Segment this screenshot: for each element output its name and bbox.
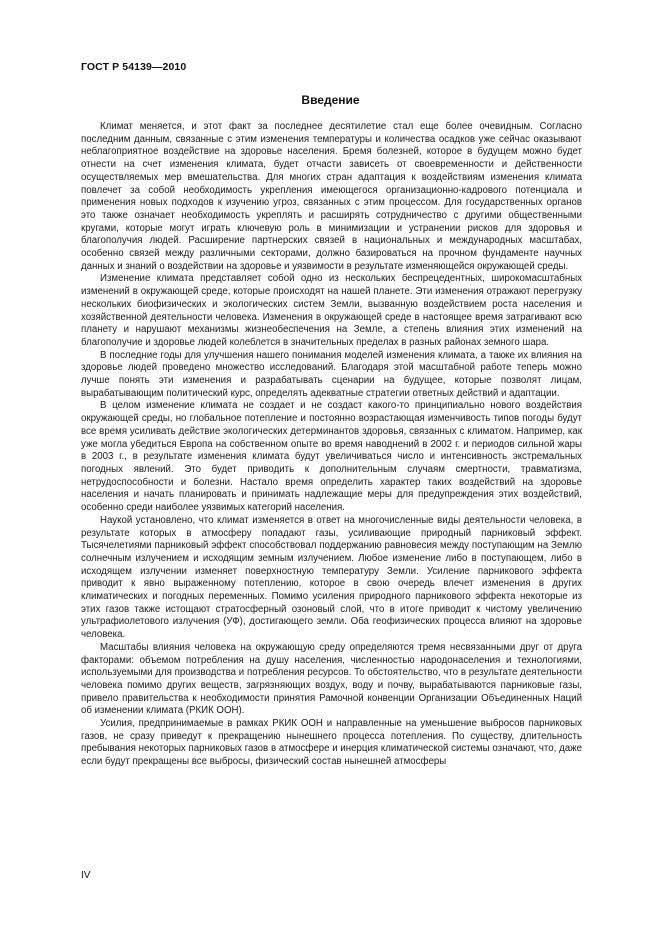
paragraph: Масштабы влияния человека на окружающую среду определяются тремя несвязанными друг от друга факторами: объемом потребления на душу населения, численностью народонаселения и технологиями, используемыми для производства и потребления ресурсов. То обстоятельство, что в результате деятельности человека помимо других веществ, загрязняющих воздух, воду и почву, вырабатываются парниковые газы, привело правительства к необходимости принятия Рамочной конвенции Организации Объединенных Наций об изменении климата (РКИК ООН). [81, 641, 582, 717]
standard-designation: ГОСТ Р 54139—2010 [81, 61, 187, 73]
paragraph: В целом изменение климата не создает и не создаст какого-то принципиально нового воздействия окружающей среды, но глобальное потепление и постоянно возрастающая изменчивость типов погоды будут все время усиливать действие экологических детерминантов здоровья, связанных с климатом. Например, как уже могла убедиться Европа на собственном опыте во время наводнений в 2002 г. и периодов сильной жары в 2003 г., в результате изменения климата будут увеличиваться число и интенсивность экстремальных погодных явлений. Это будет приводить к дополнительным случаям смертности, травматизма, нетрудоспособности и болезни. Настало время определить характер таких воздействий на здоровье населения и начать планировать и принимать надлежащие меры для предупреждения этих воздействий, особенно среди наиболее уязвимых категорий населения. [81, 400, 582, 514]
paragraph: В последние годы для улучшения нашего понимания моделей изменения климата, а также их влияния на здоровье людей проведено множество исследований. Благодаря этой масштабной работе теперь можно лучше понять эти изменения и разрабатывать сценарии на будущее, которые позволят лицам, вырабатывающим политический курс, определять адекватные стратегии ответных действий и адаптации. [81, 349, 582, 399]
page-number: IV [81, 870, 91, 881]
paragraph: Усилия, предпринимаемые в рамках РКИК ООН и направленные на уменьшение выбросов парниковых газов, не сразу приведут к прекращению нынешнего процесса потепления. По существу, длительность пребывания некоторых парниковых газов в атмосфере и инерция климатической системы означают, что, даже если будут прекращены все выбросы, физический состав нынешней атмосферы [81, 718, 582, 768]
paragraph: Изменение климата представляет собой одно из нескольких беспрецедентных, широкомасштабных изменений в окружающей среде, которые происходят на нашей планете. Эти изменения отражают перегрузку нескольких биофизических и экологических систем Земли, вызванную воздействием роста населения и хозяйственной деятельности человека. Изменения в окружающей среде в настоящее время затрагивают всю планету и нарушают механизмы жизнеобеспечения на Земле, а степень влияния этих изменений на благополучие и здоровье людей колеблется в значительных пределах в разных районах земного шара. [81, 273, 582, 348]
section-title: Введение [301, 93, 360, 107]
body-text [81, 121, 582, 769]
paragraph: Климат меняется, и этот факт за последнее десятилетие стал еще более очевидным. Согласно последним данным, связанные с этим изменения температуры и количества осадков уже сейчас оказывают неблагоприятное воздействие на здоровье населения. Бремя болезней, которое в будущем можно будет отнести на счет изменения климата, будет отчасти зависеть от своевременности и действенности осуществляемых мер вмешательства. Для многих стран адаптация к воздействиям изменения климата повлечет за собой необходимость укрепления имеющегося организационно-кадрового потенциала и применения новых подходов к изучению угроз, связанных с этим процессом. Для государственных органов это также означает необходимость укреплять и расширять сотрудничество с другими общественными кругами, которые могут играть ключевую роль в минимизации и устранении рисков для здоровья и благополучия людей. Расширение партнерских связей в национальных и международных масштабах, особенно связей между различными секторами, должно базироваться на прочном фундаменте научных данных и знаний о воздействии на здоровье и уязвимости в результате изменяющейся окружающей среды. [81, 121, 582, 272]
paragraph: Наукой установлено, что климат изменяется в ответ на многочисленные виды деятельности человека, в результате которых в атмосферу попадают газы, усиливающие природный парниковый эффект. Тысячелетиями парниковый эффект способствовал поддержанию равновесия между поступающим на Землю солнечным излучением и исходящим земным излучением. Любое изменение либо в поступающем, либо в исходящем излучении изменяет поверхностную температуру Земли. Усиление парникового эффекта приводит к явно выраженному потеплению, которое в свою очередь влечет изменения в других климатических и погодных переменных. Помимо усиления природного парникового эффекта некоторые из этих газов также истощают стратосферный озоновый слой, что в итоге приводит к чистому увеличению ультрафиолетового излучения (УФ), достигающего земли. Оба геофизических процесса влияют на здоровье человека. [81, 514, 582, 641]
